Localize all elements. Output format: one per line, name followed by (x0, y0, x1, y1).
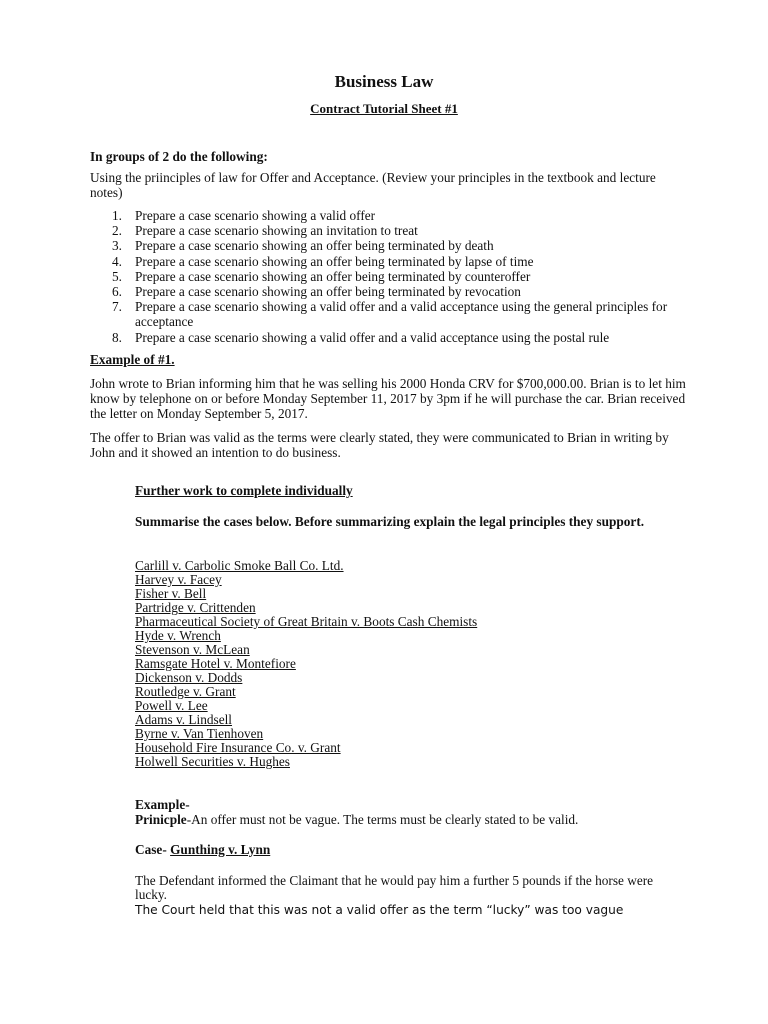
case-item: Dickenson v. Dodds (135, 670, 243, 685)
case-item: Adams v. Lindsell (135, 712, 233, 727)
principle-label: Prinicple (135, 812, 187, 827)
case-item: Routledge v. Grant (135, 684, 236, 699)
case-item: Ramsgate Hotel v. Montefiore (135, 656, 296, 671)
task-number: 5. (112, 268, 122, 284)
task-number: 1. (112, 208, 122, 223)
task-item (112, 238, 702, 253)
case-name: Gunthing v. Lynn (170, 842, 271, 857)
further-work-heading: Further work to complete individually (135, 483, 353, 498)
case-item: Household Fire Insurance Co. v. Grant (135, 740, 341, 755)
example2-heading: Example- (135, 797, 190, 812)
group-heading: In groups of 2 do the following: (90, 149, 268, 164)
document-subtitle (0, 101, 768, 117)
task-item (112, 299, 702, 329)
case-item: Carlill v. Carbolic Smoke Ball Co. Ltd. (135, 558, 344, 573)
task-number: 8. (112, 329, 122, 345)
case-item: Stevenson v. McLean (135, 642, 250, 657)
task-number: 6. (112, 284, 122, 300)
case-item: Harvey v. Facey (135, 572, 222, 587)
task-number: 3. (112, 238, 122, 254)
case-item: Hyde v. Wrench (135, 628, 221, 643)
task-text: Prepare a case scenario showing an invitation to treat (135, 223, 418, 239)
task-list (112, 208, 702, 345)
subtitle-text: Contract Tutorial Sheet #1 (310, 101, 458, 116)
summarise-instructions: Summarise the cases below. Before summarizing explain the legal principles they support. (135, 514, 645, 529)
task-item (112, 208, 702, 223)
task-text: Prepare a case scenario showing a valid offer (135, 208, 376, 223)
case-list (135, 559, 477, 769)
task-item (112, 254, 702, 269)
task-text: Prepare a case scenario showing an offer being terminated by counteroffer (135, 268, 531, 284)
task-number: 7. (112, 299, 122, 315)
case-item: Byrne v. Van Tienhoven (135, 726, 264, 741)
intro-paragraph: Using the priinciples of law for Offer and Acceptance. (Review your principles in the textbook and lecture notes) (90, 170, 656, 200)
document-title: Business Law (334, 72, 434, 91)
case-label: Case- (135, 842, 171, 857)
case-item: Holwell Securities v. Hughes (135, 754, 290, 769)
task-item (112, 269, 702, 284)
principle-text: -An offer must not be vague. The terms must be clearly stated to be valid. (186, 812, 579, 827)
task-text: Prepare a case scenario showing a valid offer and a valid acceptance using the general principles for acceptance (135, 299, 668, 330)
case-facts: The Defendant informed the Claimant that he would pay him a further 5 pounds if the horse were lucky. (135, 873, 654, 902)
task-number: 2. (112, 223, 122, 239)
task-text: Prepare a case scenario showing an offer being terminated by revocation (135, 284, 521, 300)
example-paragraph-1: John wrote to Brian informing him that he was selling his 2000 Honda CRV for $700,000.00. Brian is to let him know by telephone on or before Monday September 11, 2017 by 3pm if he will purchase the car. Brian received the letter on Monday September 5, 2017. (90, 376, 686, 421)
case-item: Powell v. Lee (135, 698, 208, 713)
task-text: Prepare a case scenario showing an offer being terminated by lapse of time (135, 253, 534, 269)
principle-line (135, 813, 695, 827)
case-item: Fisher v. Bell (135, 586, 207, 601)
case-held: The Court held that this was not a valid offer as the term “lucky” was too vague (135, 903, 624, 917)
case-item: Pharmaceutical Society of Great Britain v. Boots Cash Chemists (135, 614, 478, 629)
case-line (135, 843, 695, 857)
task-text: Prepare a case scenario showing an offer being terminated by death (135, 238, 494, 254)
task-item (112, 330, 702, 345)
task-number: 4. (112, 253, 122, 269)
example-heading: Example of #1. (90, 352, 175, 367)
task-text: Prepare a case scenario showing a valid offer and a valid acceptance using the postal rule (135, 329, 610, 345)
example-paragraph-2: The offer to Brian was valid as the terms were clearly stated, they were communicated to Brian in writing by John and it showed an intention to do business. (90, 430, 669, 460)
task-item (112, 223, 702, 238)
task-item (112, 284, 702, 299)
case-item: Partridge v. Crittenden (135, 600, 256, 615)
